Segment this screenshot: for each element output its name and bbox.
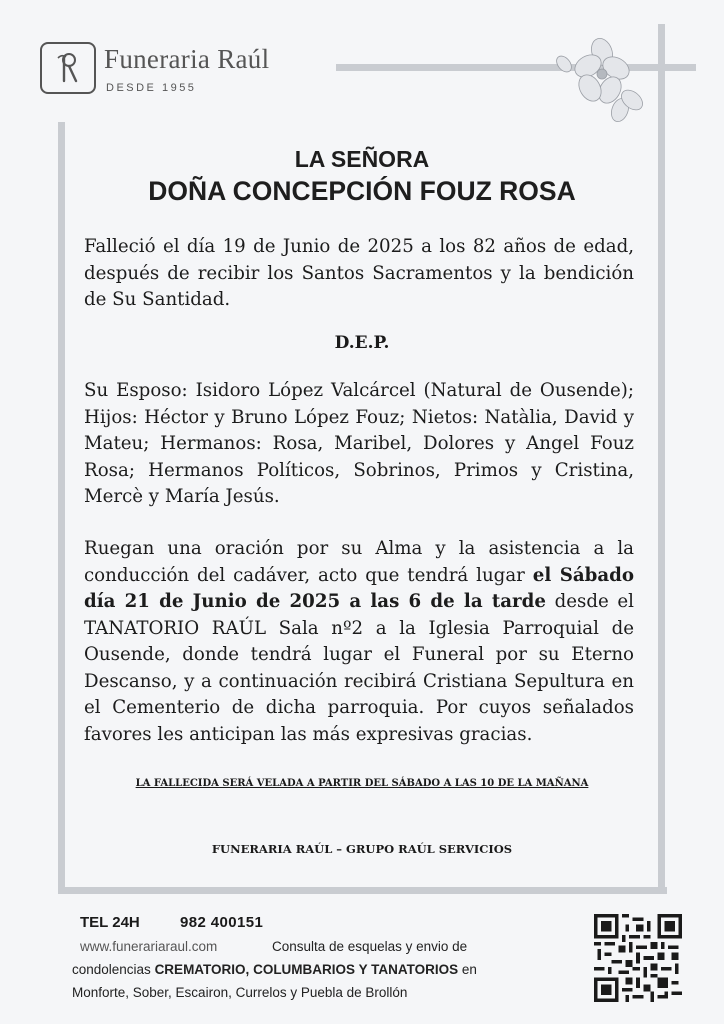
brand-since: DESDE 1955 (106, 82, 197, 94)
wake-note: LA FALLECIDA SERÁ VELADA A PARTIR DEL SÁBADO A LAS 10 DE LA MAÑANA (135, 778, 589, 789)
qr-code-icon[interactable] (594, 914, 682, 1002)
notice-title-line1: LA SEÑORA (294, 146, 430, 172)
phone-label: TEL 24H (80, 914, 140, 931)
flowers-icon (550, 28, 650, 132)
website-link[interactable]: www.funerariaraul.com (80, 939, 218, 954)
family-paragraph: Su Esposo: Isidoro López Valcárcel (Natural de Ousende); Hijos: Héctor y Bruno López Fouz; Nietos: Natàlia, David y Mateu; Hermanos: Rosa, Maribel, Dolores y Angel Fouz Rosa; Hermanos Políticos, Sobrinos, Primos y Cristina, Mercè y María Jesús. (84, 380, 634, 507)
phone-number[interactable]: 982 400151 (180, 914, 264, 931)
ceremony-paragraph (84, 536, 634, 748)
death-paragraph: Falleció el día 19 de Junio de 2025 a los 82 años de edad, después de recibir los Santos Sacramentos y la bendición de Su Santidad. (84, 236, 634, 310)
footer-line2: Consulta de esquelas y envio de (272, 939, 468, 954)
footer-line3 (72, 962, 477, 977)
brand-name: Funeraria Raúl (104, 44, 270, 74)
notice-title-line2: DOÑA CONCEPCIÓN FOUZ ROSA (148, 176, 576, 206)
footer-line3-suffix: en (458, 962, 477, 977)
logo-mark (40, 42, 96, 94)
ceremony-text-1: Ruegan una oración por su Alma y la asistencia a la conducción del cadáver, acto que tendrá lugar (84, 538, 634, 586)
company-signature: FUNERARIA RAÚL – GRUPO RAÚL SERVICIOS (211, 842, 513, 856)
logo-r-icon (50, 49, 86, 87)
dep-line: D.E.P. (334, 333, 390, 353)
footer-services: CREMATORIO, COLUMBARIOS Y TANATORIOS (154, 962, 459, 977)
ceremony-date: el Sábado día 21 de Junio de 2025 a las 6 de la tarde (84, 564, 634, 612)
footer-line3-prefix: condolencias (72, 962, 155, 977)
ceremony-text-2: desde el TANATORIO RAÚL Sala nº2 a la Iglesia Parroquial de Ousende, donde tendrá lugar el Funeral por su Eterno Descanso, y a continuación recibirá Cristiana Sepultura en el Cementerio de dicha parroquia. Por cuyos señalados favores les anticipan las más expresivas gracias. (84, 591, 634, 745)
footer-locations: Monforte, Sober, Escairon, Currelos y Puebla de Brollón (72, 985, 408, 1000)
frame-bottom-border (58, 887, 667, 894)
